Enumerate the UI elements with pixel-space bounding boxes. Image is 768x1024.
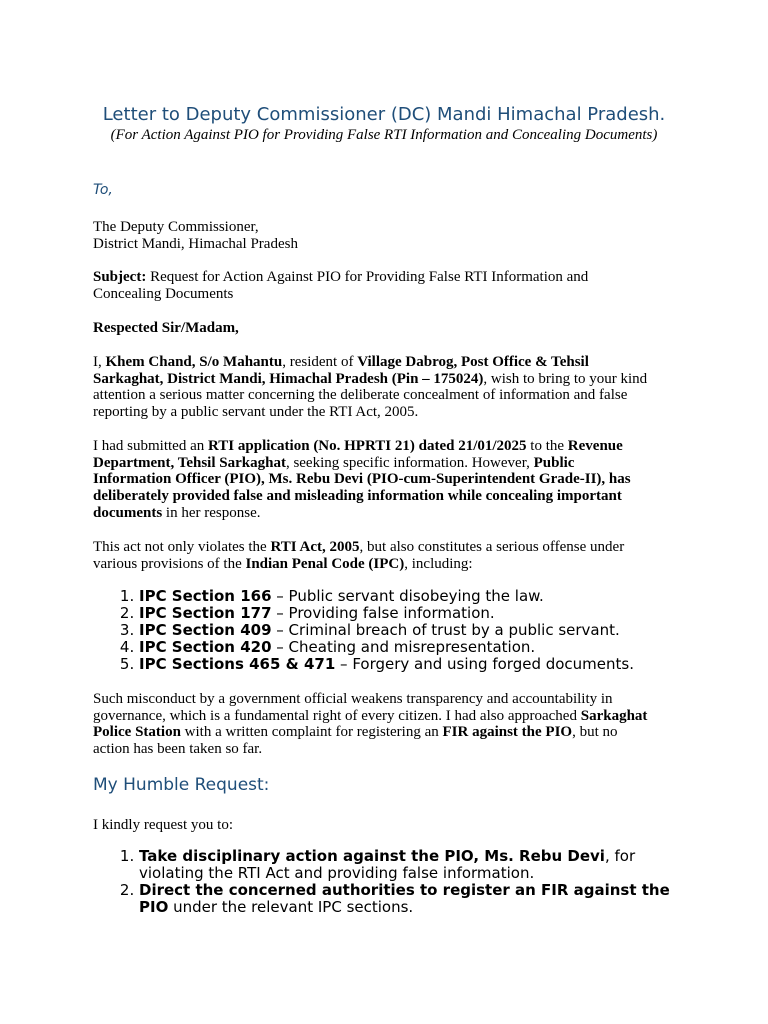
request-item-text: , for violating the RTI Act and providing false information. — [139, 847, 636, 882]
letter-title: Letter to Deputy Commissioner (DC) Mandi Himachal Pradesh. — [102, 104, 666, 125]
p1-bold-2: Village Dabrog, Post Office & Tehsil Sarkaghat, District Mandi, Himachal Pradesh (Pin – 175024) — [93, 354, 589, 387]
p3-text-1: This act not only violates the — [93, 539, 271, 555]
list-item — [139, 639, 679, 656]
salutation — [93, 320, 673, 337]
ipc-section-description: – Public servant disobeying the law. — [271, 587, 544, 605]
ipc-sections-list — [93, 588, 679, 673]
p2-text-1: I had submitted an — [93, 438, 208, 454]
list-item — [139, 622, 679, 639]
list-item — [139, 656, 679, 673]
p1-text-1: I, — [93, 354, 106, 370]
p4-bold-1: Sarkaghat Police Station — [93, 707, 648, 741]
salutation-text: Respected Sir/Madam, — [93, 320, 239, 336]
ipc-section-name: IPC Section 177 — [139, 604, 272, 622]
p4-text-3: , but no action has been taken so far. — [93, 724, 618, 758]
subject-label: Subject: — [93, 269, 147, 285]
p3-text-3: , including: — [404, 555, 473, 572]
p2-text-4: in her response. — [162, 504, 261, 521]
p1-bold-1: Khem Chand, S/o Mahantu — [105, 354, 283, 370]
addressee-block — [93, 219, 673, 252]
p4-text-1: Such misconduct by a government official weakens transparency and accountability in governance, which is a fundamental right of every citizen. I had also approached — [93, 691, 613, 724]
addressee-line-2: District Mandi, Himachal Pradesh — [93, 235, 298, 252]
ipc-section-description: – Criminal breach of trust by a public servant. — [271, 621, 620, 639]
subject-text: Request for Action Against PIO for Providing False RTI Information and Concealing Documents — [93, 269, 589, 302]
p2-bold-1: RTI application (No. HPRTI 21) dated 21/01/2025 — [207, 438, 527, 454]
ipc-section-name: IPC Sections 465 & 471 — [139, 655, 336, 673]
p4-bold-2: FIR against the PIO — [442, 724, 573, 741]
paragraph-introduction — [93, 354, 653, 421]
addressee-line-1: The Deputy Commissioner, — [93, 219, 259, 235]
ipc-section-description: – Cheating and misrepresentation. — [271, 638, 536, 656]
request-list — [93, 848, 679, 916]
p3-text-2: , but also constitutes a serious offense under various provisions of the — [93, 539, 625, 572]
request-item-text: under the relevant IPC sections. — [168, 898, 414, 916]
list-item — [139, 588, 679, 605]
p3-bold-2: Indian Penal Code (IPC) — [245, 555, 405, 572]
list-item — [139, 605, 679, 622]
ipc-section-name: IPC Section 420 — [139, 638, 272, 656]
paragraph-rti-application — [93, 438, 653, 522]
ipc-section-description: – Forgery and using forged documents. — [335, 655, 634, 673]
paragraph-misconduct — [93, 691, 653, 758]
p2-bold-3: Public Information Officer (PIO), Ms. Rebu Devi (PIO-cum-Superintendent Grade-II), has deliberately provided false and misleading information while concealing important documents — [93, 454, 631, 521]
request-heading: My Humble Request: — [93, 775, 270, 795]
subject-paragraph — [93, 269, 633, 302]
request-item-bold: Take disciplinary action against the PIO, Ms. Rebu Devi — [139, 847, 605, 865]
p2-bold-2: Revenue Department, Tehsil Sarkaghat — [93, 438, 623, 471]
p1-text-2: , resident of — [282, 354, 358, 370]
list-item — [139, 882, 679, 916]
ipc-section-name: IPC Section 166 — [139, 587, 272, 605]
p4-text-2: with a written complaint for registering an — [180, 724, 443, 741]
p2-text-2: to the — [526, 438, 568, 454]
to-line: To, — [93, 182, 113, 198]
letter-subtitle: (For Action Against PIO for Providing False RTI Information and Concealing Documents) — [110, 127, 658, 143]
paragraph-violations — [93, 539, 653, 572]
list-item — [139, 848, 679, 882]
request-item-bold: Direct the concerned authorities to register an FIR against the PIO — [139, 881, 670, 916]
p3-bold-1: RTI Act, 2005 — [270, 539, 360, 555]
p2-text-3: , seeking specific information. However, — [285, 454, 534, 471]
ipc-section-description: – Providing false information. — [271, 604, 495, 622]
p1-text-3: , wish to bring to your kind attention a serious matter concerning the deliberate concealment of information and false reporting by a public servant under the RTI Act, 2005. — [93, 370, 648, 421]
ipc-section-name: IPC Section 409 — [139, 621, 272, 639]
request-intro: I kindly request you to: — [93, 817, 233, 833]
